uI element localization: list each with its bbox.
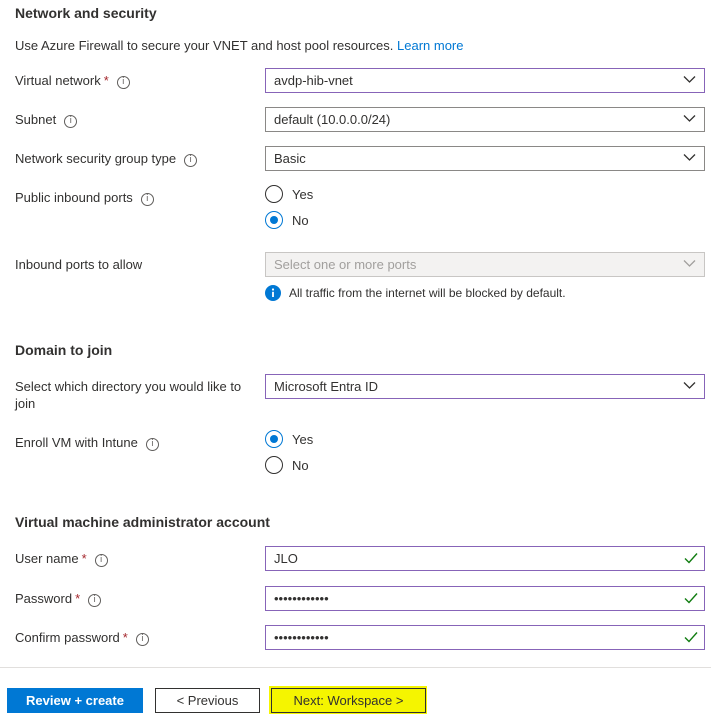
review-create-button[interactable]: Review + create <box>7 688 143 713</box>
virtual-network-label: Virtual network <box>15 73 101 88</box>
info-icon[interactable]: i <box>146 438 159 451</box>
radio-label: Yes <box>292 186 314 202</box>
subnet-dropdown[interactable] <box>265 107 705 132</box>
radio-button-selected[interactable] <box>265 430 283 448</box>
footer-divider <box>0 667 711 668</box>
virtual-network-label-row <box>15 72 130 89</box>
public-inbound-label: Public inbound ports <box>15 190 133 205</box>
checkmark-icon <box>684 552 698 564</box>
subnet-value: default (10.0.0.0/24) <box>274 112 391 127</box>
nsg-type-value: Basic <box>274 151 306 166</box>
radio-button[interactable] <box>265 185 283 203</box>
required-marker: * <box>122 630 128 645</box>
info-icon[interactable]: i <box>184 154 197 167</box>
inbound-ports-placeholder: Select one or more ports <box>274 257 417 272</box>
checkmark-icon <box>684 592 698 604</box>
required-marker: * <box>75 591 81 606</box>
password-input[interactable] <box>265 586 705 611</box>
chevron-down-icon <box>683 259 696 268</box>
radio-label: No <box>292 212 309 228</box>
directory-label: Select which directory you would like to join <box>15 379 242 411</box>
info-message-text: All traffic from the internet will be blocked by default. <box>289 286 566 300</box>
info-icon[interactable]: i <box>117 76 130 89</box>
confirm-password-label-row <box>15 629 149 646</box>
radio-label: No <box>292 457 309 473</box>
info-icon[interactable]: i <box>88 594 101 607</box>
chevron-down-icon <box>683 114 696 123</box>
required-marker: * <box>103 73 109 88</box>
subnet-label: Subnet <box>15 112 57 127</box>
radio-button-selected[interactable] <box>265 211 283 229</box>
confirm-password-label: Confirm password <box>15 630 120 645</box>
nsg-type-label: Network security group type <box>15 151 177 166</box>
intune-label: Enroll VM with Intune <box>15 435 138 450</box>
radio-button[interactable] <box>265 456 283 474</box>
next-workspace-button[interactable]: Next: Workspace > <box>271 688 426 713</box>
username-value: JLO <box>274 551 298 566</box>
inbound-allow-label: Inbound ports to allow <box>15 257 143 272</box>
nsg-type-label-row <box>15 150 197 167</box>
public-inbound-yes-option[interactable] <box>265 184 313 204</box>
inbound-ports-dropdown[interactable] <box>265 252 705 277</box>
learn-more-link[interactable]: Learn more <box>397 38 464 53</box>
info-icon[interactable]: i <box>95 554 108 567</box>
password-label: Password <box>15 591 73 606</box>
public-inbound-label-row <box>15 189 154 206</box>
info-message <box>265 285 566 301</box>
username-label-row <box>15 550 108 567</box>
intune-yes-option[interactable] <box>265 429 313 449</box>
public-inbound-no-option[interactable] <box>265 210 309 230</box>
confirm-password-input[interactable] <box>265 625 705 650</box>
password-value: •••••••••••• <box>274 591 329 606</box>
info-icon[interactable]: i <box>136 633 149 646</box>
chevron-down-icon <box>683 75 696 84</box>
virtual-network-dropdown[interactable] <box>265 68 705 93</box>
network-description-text: Use Azure Firewall to secure your VNET and host pool resources. <box>15 38 394 53</box>
previous-button[interactable]: < Previous <box>155 688 260 713</box>
directory-value: Microsoft Entra ID <box>274 379 379 394</box>
info-icon[interactable]: i <box>64 115 77 128</box>
subnet-label-row <box>15 111 77 128</box>
chevron-down-icon <box>683 153 696 162</box>
password-label-row <box>15 590 101 607</box>
virtual-network-value: avdp-hib-vnet <box>274 73 353 88</box>
confirm-password-value: •••••••••••• <box>274 630 329 645</box>
checkmark-icon <box>684 631 698 643</box>
required-marker: * <box>81 551 87 566</box>
intune-no-option[interactable] <box>265 455 309 475</box>
network-description <box>15 37 464 54</box>
directory-dropdown[interactable] <box>265 374 705 399</box>
section-title-network: Network and security <box>15 5 157 21</box>
intune-label-row <box>15 434 159 451</box>
section-title-admin: Virtual machine administrator account <box>15 514 270 530</box>
chevron-down-icon <box>683 381 696 390</box>
info-icon[interactable]: i <box>141 193 154 206</box>
username-label: User name <box>15 551 79 566</box>
nsg-type-dropdown[interactable] <box>265 146 705 171</box>
username-input[interactable] <box>265 546 705 571</box>
section-title-domain: Domain to join <box>15 342 113 358</box>
radio-label: Yes <box>292 431 314 447</box>
info-filled-icon <box>265 285 281 301</box>
